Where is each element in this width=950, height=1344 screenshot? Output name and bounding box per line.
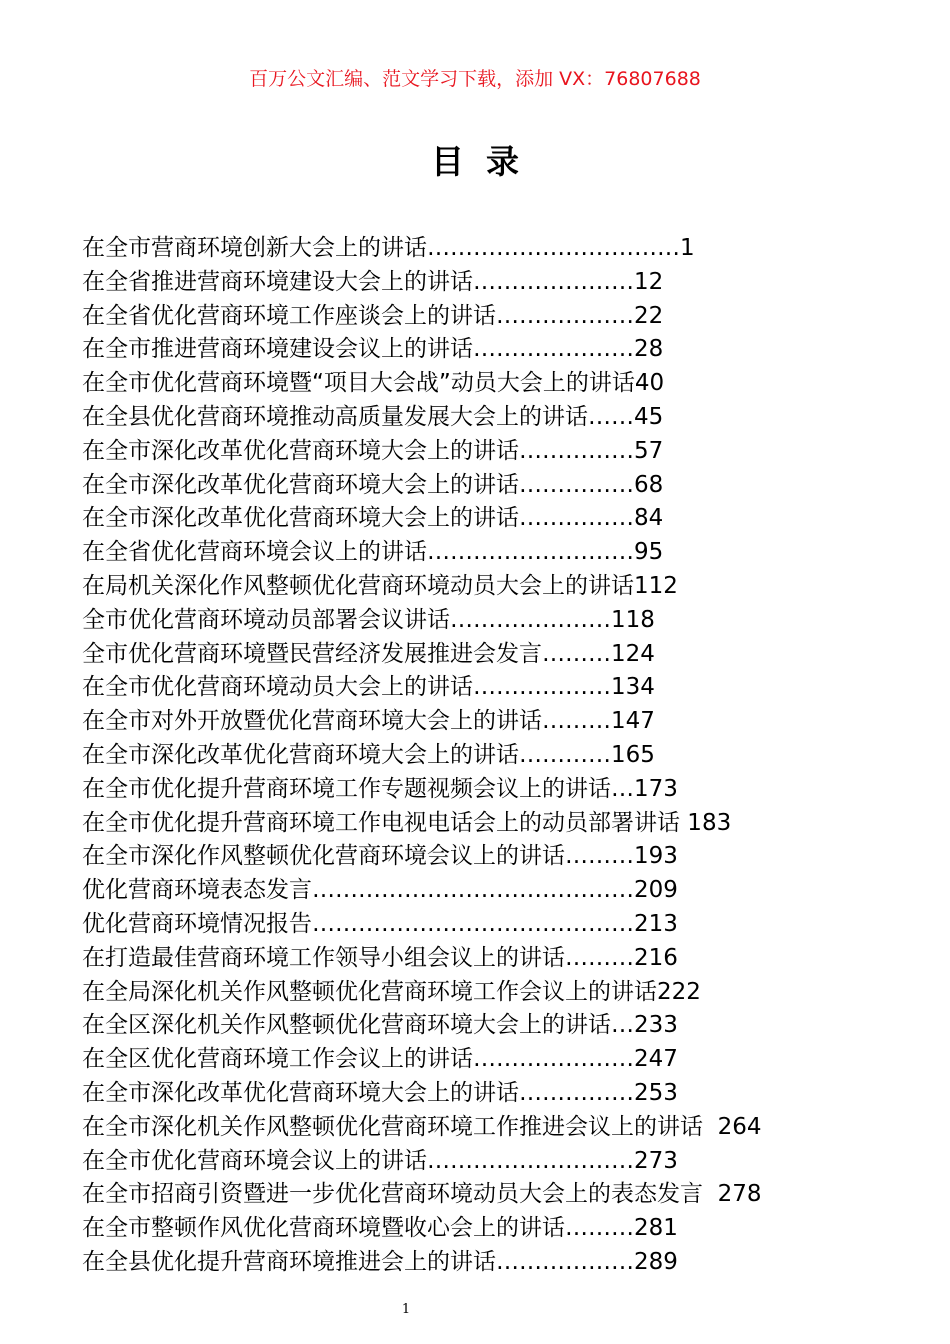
toc-entry[interactable]: 在全市推进营商环境建设会议上的讲话…………………28 (82, 336, 664, 363)
toc-entry[interactable]: 全市优化营商环境动员部署会议讲话…………………118 (82, 606, 655, 633)
page-number: 1 (401, 1302, 411, 1317)
toc-entry[interactable]: 在全局深化机关作风整顿优化营商环境工作会议上的讲话222 (82, 978, 701, 1005)
toc-entry[interactable]: 在全市深化改革优化营商环境大会上的讲话…………165 (82, 741, 655, 768)
toc-entry[interactable]: 在局机关深化作风整顿优化营商环境动员大会上的讲话112 (82, 572, 678, 599)
toc-entry[interactable]: 在全市深化改革优化营商环境大会上的讲话……………57 (82, 437, 664, 464)
toc-entry[interactable]: 在全省优化营商环境会议上的讲话………………………95 (82, 539, 664, 566)
toc-entry[interactable]: 在全区深化机关作风整顿优化营商环境大会上的讲话…233 (82, 1012, 678, 1039)
toc-entry[interactable]: 在全市优化营商环境动员大会上的讲话………………134 (82, 674, 655, 701)
toc-entry[interactable]: 在全省优化营商环境工作座谈会上的讲话………………22 (82, 302, 664, 329)
toc-entry[interactable]: 在全市优化提升营商环境工作电视电话会上的动员部署讲话 183 (82, 809, 732, 836)
toc-entry[interactable]: 优化营商环境情况报告……………………………………213 (82, 910, 678, 937)
toc-entry[interactable]: 在全市优化提升营商环境工作专题视频会议上的讲话…173 (82, 775, 678, 802)
toc-entry[interactable]: 在全市营商环境创新大会上的讲话……………………………1 (82, 235, 695, 261)
toc-entry[interactable]: 优化营商环境表态发言……………………………………209 (82, 877, 678, 904)
toc-entry[interactable]: 在打造最佳营商环境工作领导小组会议上的讲话………216 (82, 944, 678, 971)
toc-entry[interactable]: 在全县优化营商环境推动高质量发展大会上的讲话……45 (82, 403, 664, 430)
toc-entry[interactable]: 在全市深化改革优化营商环境大会上的讲话……………68 (82, 471, 664, 498)
toc-entry[interactable]: 在全市招商引资暨进一步优化营商环境动员大会上的表态发言 278 (82, 1181, 762, 1208)
toc-entry[interactable]: 在全市深化作风整顿优化营商环境会议上的讲话………193 (82, 843, 678, 870)
table-of-contents (82, 232, 842, 1280)
toc-entry[interactable]: 在全市深化改革优化营商环境大会上的讲话……………253 (82, 1079, 678, 1106)
toc-entry[interactable]: 在全市优化营商环境暨“项目大会战”动员大会上的讲话40 (82, 370, 665, 397)
toc-entry[interactable]: 全市优化营商环境暨民营经济发展推进会发言………124 (82, 640, 655, 667)
toc-entry[interactable]: 在全市深化机关作风整顿优化营商环境工作推进会议上的讲话 264 (82, 1113, 762, 1140)
page-title: 目录 (431, 142, 541, 181)
toc-entry[interactable]: 在全市对外开放暨优化营商环境大会上的讲话………147 (82, 708, 655, 735)
toc-entry[interactable]: 在全省推进营商环境建设大会上的讲话…………………12 (82, 268, 664, 295)
toc-entry[interactable]: 在全市优化营商环境会议上的讲话………………………273 (82, 1147, 678, 1174)
download-notice: 百万公文汇编、范文学习下载，添加 VX：76807688 (249, 68, 701, 90)
toc-entry[interactable]: 在全区优化营商环境工作会议上的讲话…………………247 (82, 1046, 678, 1073)
toc-entry[interactable]: 在全市深化改革优化营商环境大会上的讲话……………84 (82, 505, 664, 532)
toc-entry[interactable]: 在全市整顿作风优化营商环境暨收心会上的讲话………281 (82, 1215, 678, 1242)
toc-entry[interactable]: 在全县优化提升营商环境推进会上的讲话………………289 (82, 1248, 678, 1275)
